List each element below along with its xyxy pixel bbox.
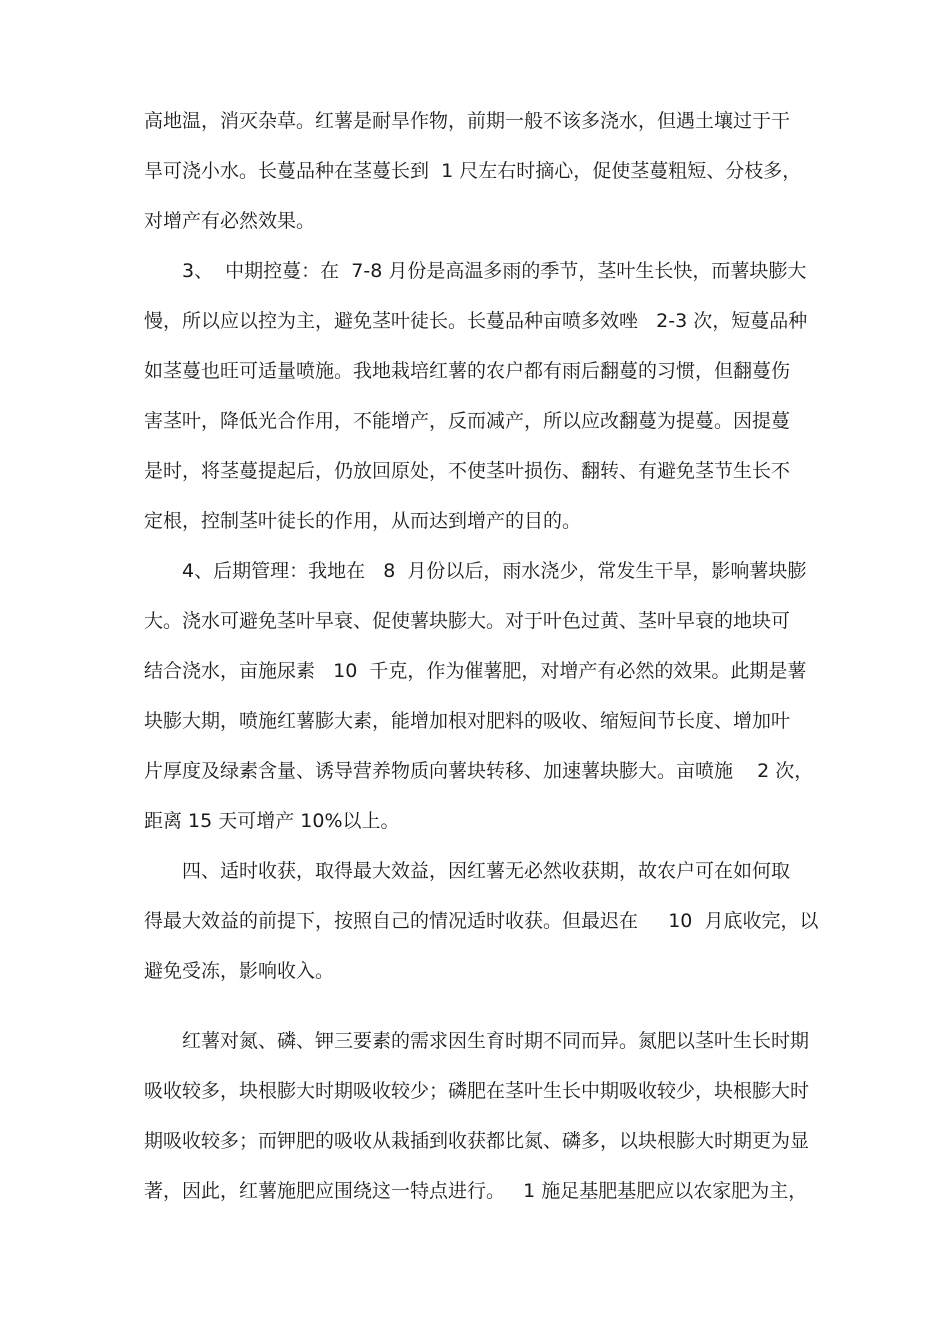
text-line: 四、适时收获，取得最大效益，因红薯无必然收获期，故农户可在如何取	[182, 860, 791, 882]
text-line: 是时，将茎蔓提起后，仍放回原处，不使茎叶损伤、翻转、有避免茎节生长不	[144, 460, 791, 482]
text-line: 大。浇水可避免茎叶早衰、促使薯块膨大。对于叶色过黄、茎叶早衰的地块可	[144, 610, 791, 632]
text-line: 高地温，消灭杂草。红薯是耐旱作物，前期一般不该多浇水，但遇土壤过于干	[144, 110, 791, 132]
text-line: 慢，所以应以控为主，避免茎叶徒长。长蔓品种亩喷多效唑 2-3 次，短蔓品种	[144, 310, 808, 332]
text-line: 得最大效益的前提下，按照自己的情况适时收获。但最迟在 10 月底收完，以	[144, 910, 819, 932]
text-line: 定根，控制茎叶徒长的作用，从而达到增产的目的。	[144, 510, 582, 532]
text-line: 对增产有必然效果。	[144, 210, 316, 232]
text-line: 旱可浇小水。长蔓品种在茎蔓长到 1 尺左右时摘心，促使茎蔓粗短、分枝多，	[144, 160, 802, 182]
text-line: 距离 15 天可增产 10%以上。	[144, 810, 400, 832]
text-line: 害茎叶，降低光合作用，不能增产，反而减产，所以应改翻蔓为提蔓。因提蔓	[144, 410, 791, 432]
text-line: 结合浇水，亩施尿素 10 千克，作为催薯肥，对增产有必然的效果。此期是薯	[144, 660, 807, 682]
text-line: 如茎蔓也旺可适量喷施。我地栽培红薯的农户都有雨后翻蔓的习惯，但翻蔓伤	[144, 360, 791, 382]
text-line: 期吸收较多；而钾肥的吸收从栽插到收获都比氮、磷多，以块根膨大时期更为显	[144, 1130, 810, 1152]
text-line: 吸收较多，块根膨大时期吸收较少；磷肥在茎叶生长中期吸收较少，块根膨大时	[144, 1080, 810, 1102]
text-line: 著，因此，红薯施肥应围绕这一特点进行。 1 施足基肥基肥应以农家肥为主，	[144, 1180, 808, 1202]
text-line: 3、 中期控蔓：在 7-8 月份是高温多雨的季节，茎叶生长快，而薯块膨大	[182, 260, 807, 282]
text-line: 避免受冻，影响收入。	[144, 960, 335, 982]
text-line: 红薯对氮、磷、钾三要素的需求因生育时期不同而异。氮肥以茎叶生长时期	[182, 1030, 810, 1052]
text-line: 块膨大期，喷施红薯膨大素，能增加根对肥料的吸收、缩短间节长度、增加叶	[144, 710, 791, 732]
text-line: 片厚度及绿素含量、诱导营养物质向薯块转移、加速薯块膨大。亩喷施 2 次，	[144, 760, 814, 782]
text-line: 4、后期管理：我地在 8 月份以后，雨水浇少，常发生干旱，影响薯块膨	[182, 560, 807, 582]
